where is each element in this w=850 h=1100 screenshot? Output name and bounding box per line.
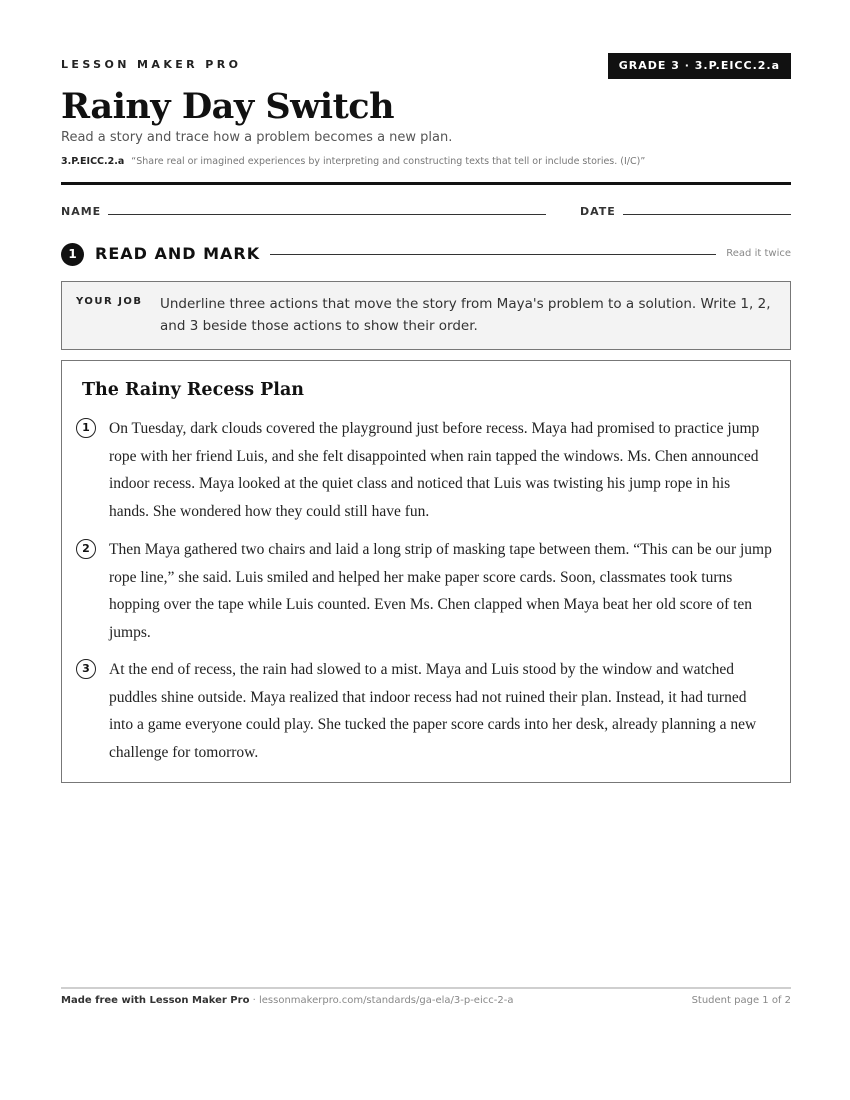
footer-credit (61, 995, 513, 1006)
brand-name: LESSON MAKER PRO (61, 58, 242, 71)
footer-page-number: Student page 1 of 2 (691, 995, 791, 1006)
grade-badge: GRADE 3 · 3.P.EICC.2.a (608, 53, 791, 79)
standard-line (61, 156, 645, 167)
header-divider (61, 182, 791, 185)
page-subtitle: Read a story and trace how a problem becomes a new plan. (61, 130, 453, 145)
standard-code: 3.P.EICC.2.a (61, 156, 125, 167)
instruction-label: YOUR JOB (76, 296, 143, 307)
footer-url[interactable]: · lessonmakerpro.com/standards/ga-ela/3-p-eicc-2-a (249, 995, 514, 1006)
footer-divider (61, 987, 791, 989)
page-title: Rainy Day Switch (61, 86, 395, 127)
instruction-text: Underline three actions that move the story from Maya's problem to a solution. Write 1, 2, and 3 beside those actions to show their order. (160, 296, 771, 334)
date-field[interactable] (623, 214, 791, 215)
paragraph-number: 3 (76, 659, 96, 679)
paragraph-text: At the end of recess, the rain had slowed to a mist. Maya and Luis stood by the window and watched puddles shine outside. Maya realized that indoor recess had not ruined their plan. Instead, it had turned into a game everyone could play. She tucked the paper score cards into her desk, already planning a new challenge for tomorrow. (109, 661, 757, 761)
story-title: The Rainy Recess Plan (82, 380, 305, 400)
section-number-badge: 1 (61, 243, 84, 266)
name-label: NAME (61, 205, 102, 218)
section-note: Read it twice (726, 248, 791, 259)
paragraph-number: 1 (76, 418, 96, 438)
paragraph-text: On Tuesday, dark clouds covered the playground just before recess. Maya had promised to practice jump rope with her friend Luis, and she felt disappointed when rain tapped the windows. Ms. Chen announced indoor recess. Maya looked at the quiet class and noticed that Luis was twisting his jump rope in his hands. She wondered how they could still have fun. (109, 420, 760, 520)
date-label: DATE (580, 205, 616, 218)
name-field[interactable] (108, 214, 546, 215)
section-divider (270, 254, 716, 255)
paragraph-text: Then Maya gathered two chairs and laid a long strip of masking tape between them. “This can be our jump rope line,” she said. Luis smiled and helped her make paper score cards. Soon, classmates took turns hopping over the tape while Luis counted. Even Ms. Chen clapped when Maya beat her old score of ten jumps. (109, 541, 772, 641)
paragraph-number: 2 (76, 539, 96, 559)
section-title: READ AND MARK (95, 244, 261, 263)
instruction-box (61, 281, 791, 350)
standard-text: “Share real or imagined experiences by interpreting and constructing texts that tell or include stories. (I/C)” (131, 156, 646, 167)
story-box (61, 360, 791, 783)
footer-made-with: Made free with Lesson Maker Pro (61, 995, 250, 1006)
worksheet-page (61, 0, 791, 1100)
